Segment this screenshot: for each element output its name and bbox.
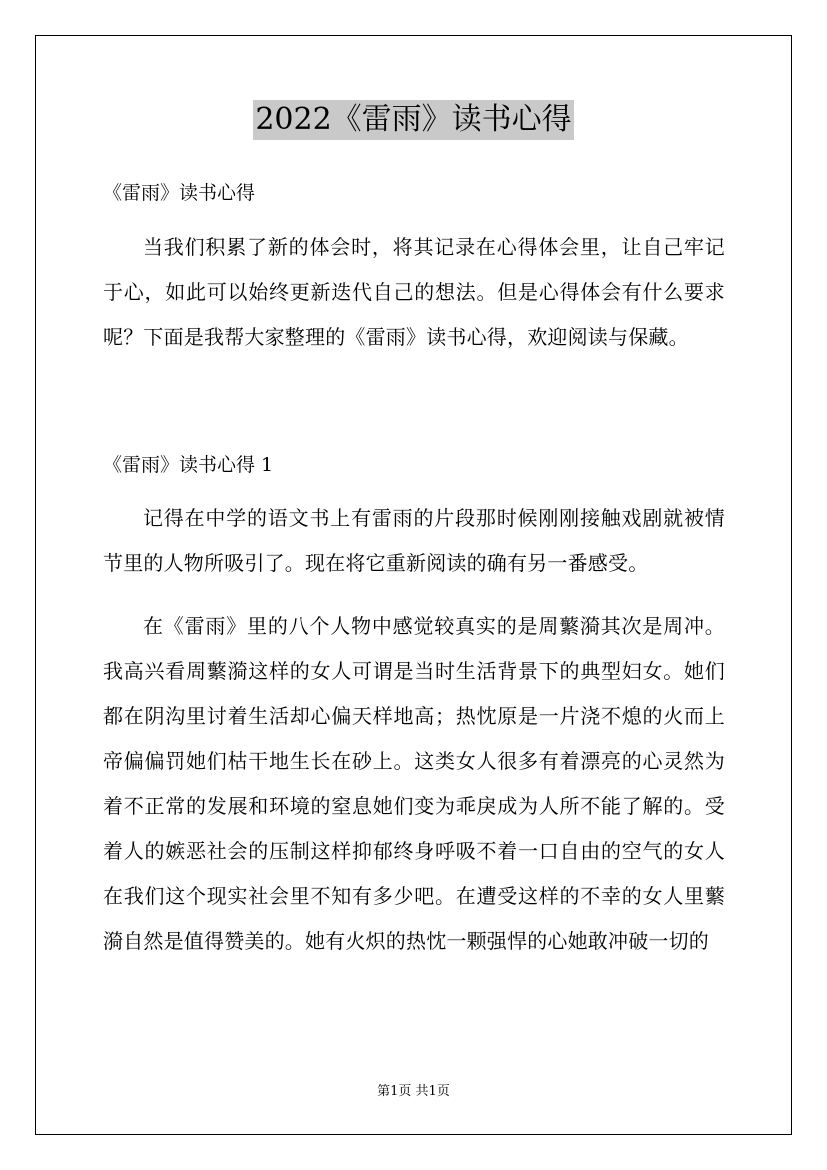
body-paragraph-2: 在《雷雨》里的八个人物中感觉较真实的是周蘩漪其次是周冲。我高兴看周蘩漪这样的女人可谓是当时生活背景下的典型妇女。她们都在阴沟里讨着生活却心偏天样地高；热忱原是一片浇不熄的火而上帝偏偏罚她们枯干地生长在砂上。这类女人很多有着漂亮的心灵然为着不正常的发展和环境的窒息她们变为乖戾成为人所不能了解的。受着人的嫉恶社会的压制这样抑郁终身呼吸不着一口自由的空气的女人在我们这个现实社会里不知有多少吧。在遭受这样的不幸的女人里蘩漪自然是值得赞美的。她有火炽的热忱一颗强悍的心她敢冲破一切的: [103, 614, 725, 953]
document-subtitle: 《雷雨》读书心得: [103, 182, 256, 204]
document-title-container: [0, 100, 827, 140]
body-paragraph-1: 记得在中学的语文书上有雷雨的片段那时候刚刚接触戏剧就被情节里的人物所吸引了。现在将它重新阅读的确有另一番感受。: [103, 506, 725, 575]
page-footer: 第1页 共1页: [377, 1084, 450, 1099]
section-heading: 《雷雨》读书心得 1: [103, 454, 274, 476]
intro-paragraph: 当我们积累了新的体会时，将其记录在心得体会里，让自己牢记于心，如此可以始终更新迭代自己的想法。但是心得体会有什么要求呢？下面是我帮大家整理的《雷雨》读书心得，欢迎阅读与保藏。: [103, 235, 725, 349]
document-title: 2022《雷雨》读书心得: [253, 100, 573, 140]
